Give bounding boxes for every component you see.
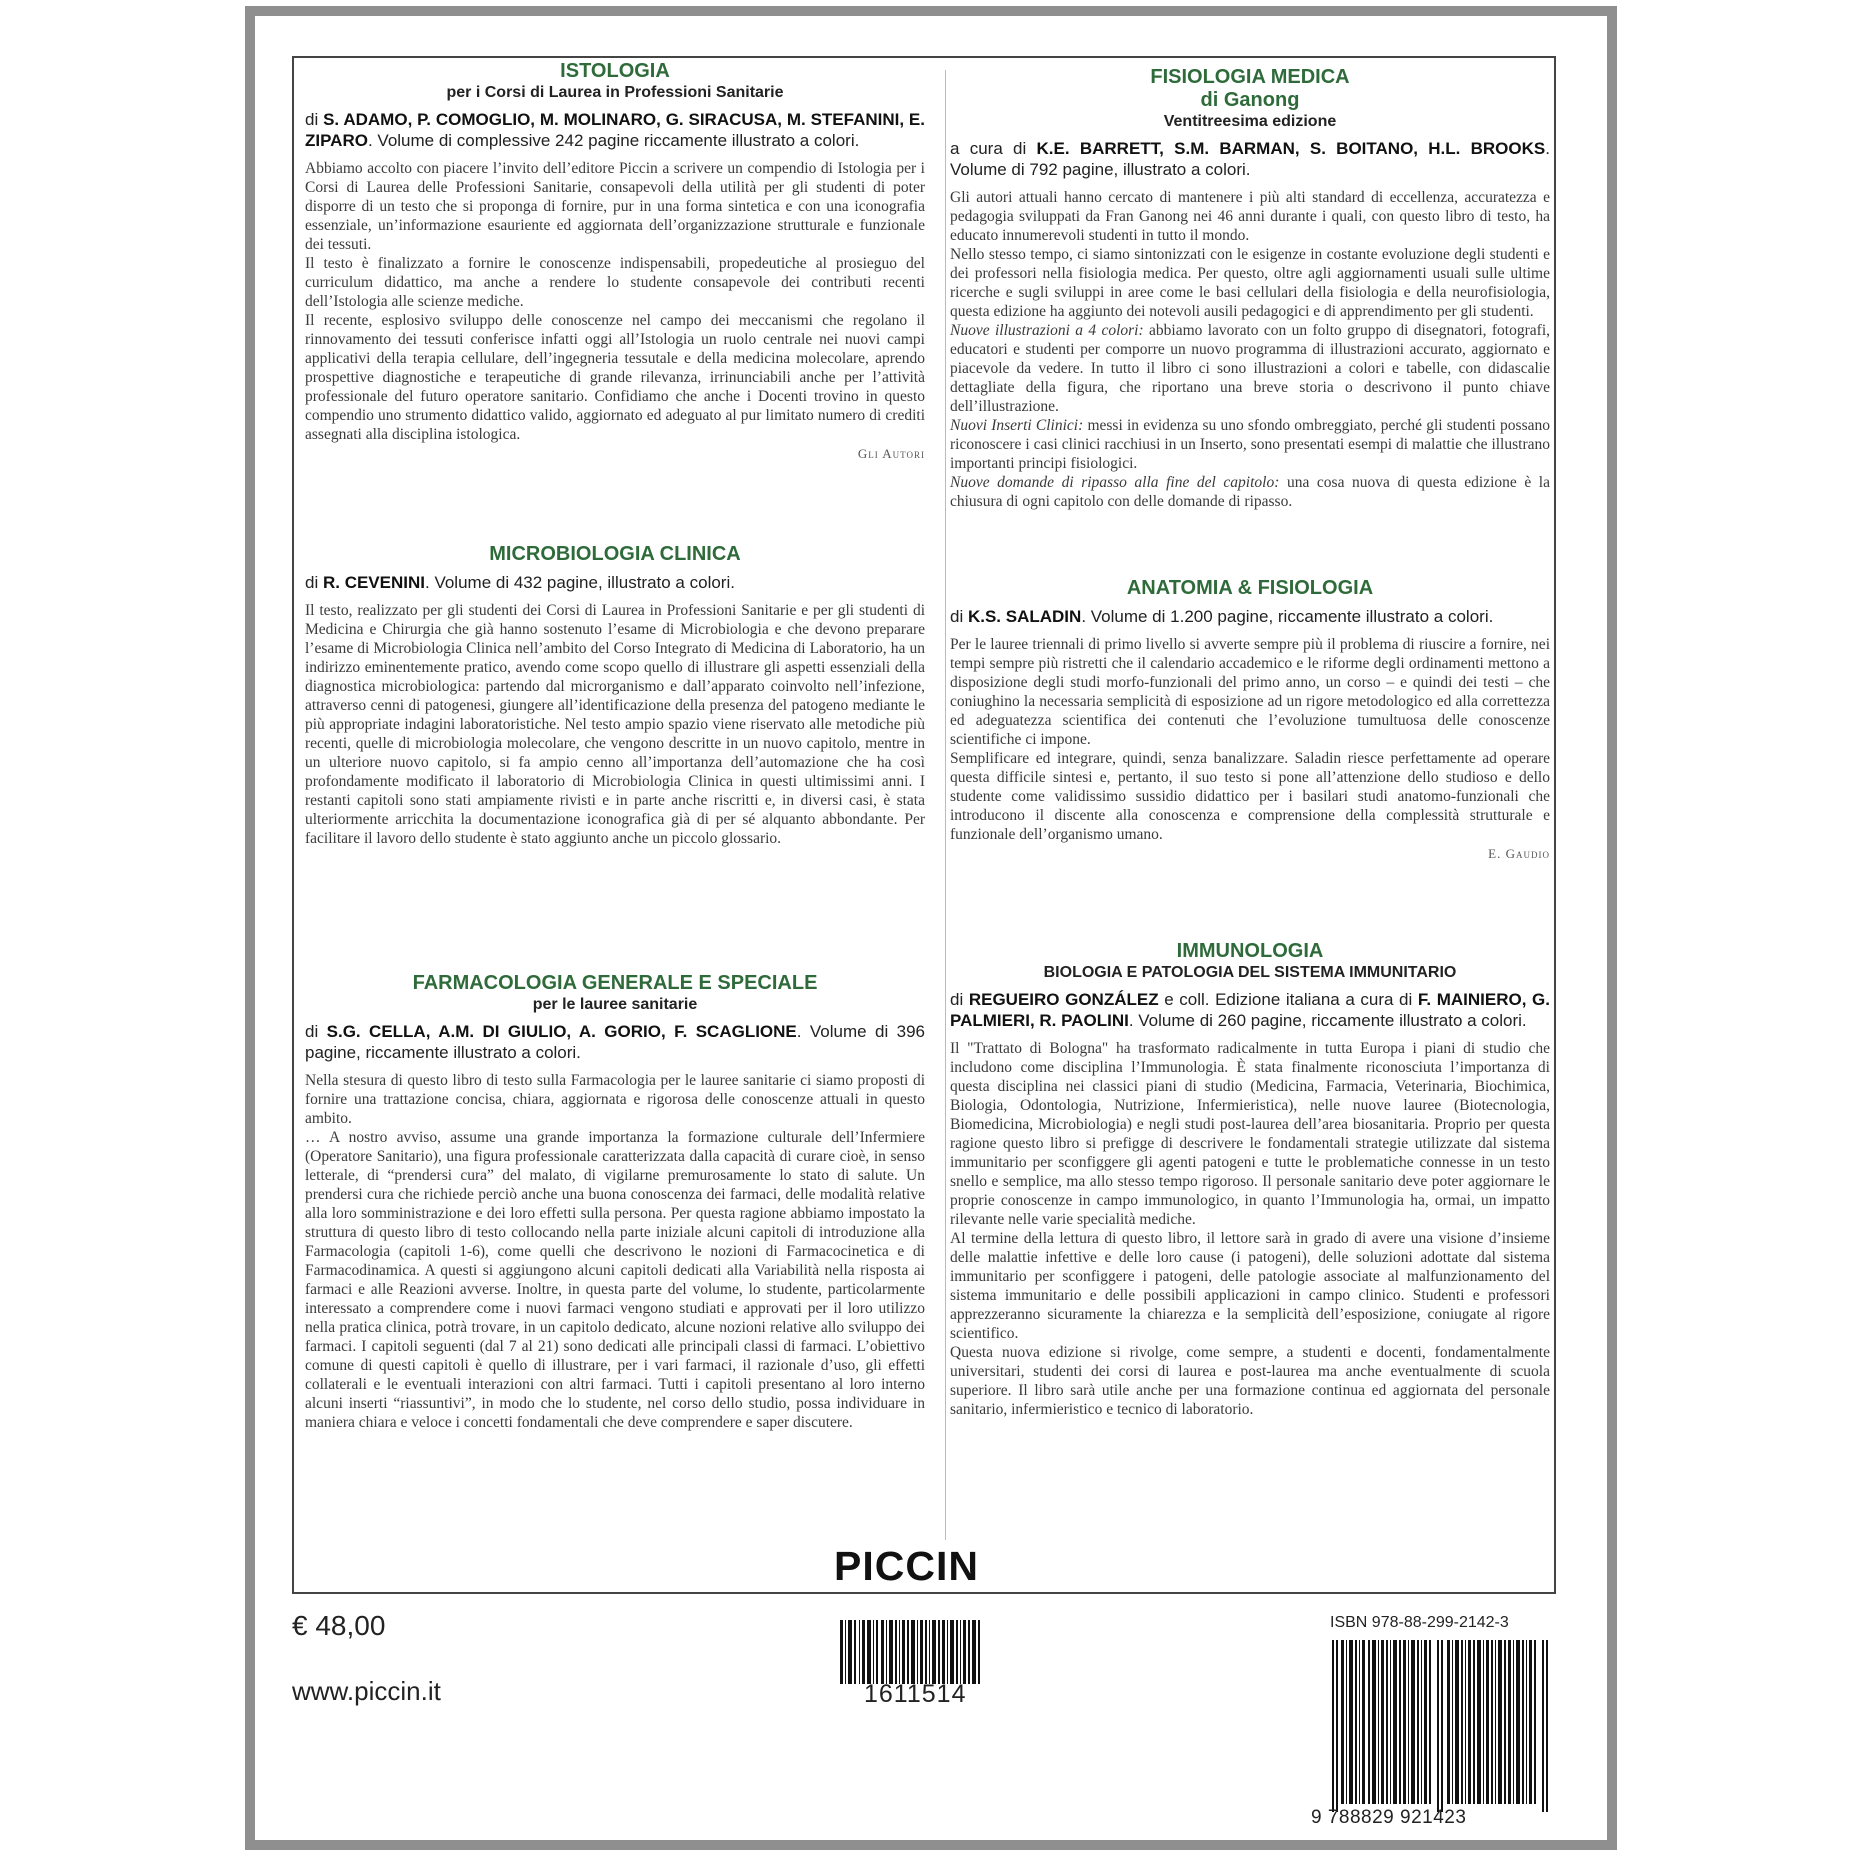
description-paragraph: Al termine della lettura di questo libro, il lettore sarà in grado di avere una visione d’insieme delle malattie infettive e delle loro cause (i patogeni), delle soluzioni adottate dal sistema immunitario per sconfiggere i patogeni, delle patologie associate al malfunzionamento del sistema immunitario e delle possibili applicazioni in campo clinico. Studenti e professori apprezzeranno sicuramente la chiarezza e la semplicità dell’esposizione, coniugate al rigore scientifico.	[950, 1230, 1550, 1342]
description-paragraph: Per le lauree triennali di primo livello si avverte sempre più il problema di riuscire a fornire, nei tempi sempre più ristretti che il calendario accademico e le riforme degli ordinamenti mettono a disposizione degli studi morfo-funzionali del primo anno, un corso – e quindi dei testi – che coniughino la necessaria semplicità di esposizione ad un rigore metodologico ed alla correttezza ed adeguatezza scientifica dei contenuti che l’evoluzione tumultuosa delle conoscenze scientifiche ci impone.	[950, 636, 1550, 748]
internal-barcode	[840, 1620, 980, 1684]
book-authors: R. CEVENINI	[322, 573, 425, 592]
book-byline	[305, 1021, 925, 1063]
book-title: FISIOLOGIA MEDICA	[1150, 66, 1350, 88]
book-anatomia	[950, 577, 1550, 862]
description-paragraph: Nella stesura di questo libro di testo sulla Farmacologia per le lauree sanitarie ci siamo proposti di fornire una trattazione concisa, chiara, aggiornata e rigorosa delle conoscenze attuali in questo ambito.	[305, 1072, 925, 1127]
book-details: . Volume di 792 pagine, illustrato a colori.	[950, 139, 1550, 179]
book-subtitle: per le lauree sanitarie	[532, 996, 698, 1013]
book-description	[950, 1039, 1550, 1419]
book-title: FARMACOLOGIA GENERALE E SPECIALE	[412, 972, 818, 994]
book-byline	[950, 989, 1550, 1031]
book-byline	[950, 138, 1550, 180]
description-paragraph	[950, 416, 1550, 473]
column-divider	[945, 70, 946, 1540]
description-paragraph: Semplificare ed integrare, quindi, senza banalizzare. Saladin riesce perfettamente ad operare questa difficile sintesi e, pertanto, il suo testo si pone all’attenzione dello studioso e dello studente come validissimo sussidio didattico per i basilari studi anatomo-funzionali che introducono il discente alla conoscenza e comprensione della complessità strutturale e funzionale dell’organismo umano.	[950, 750, 1550, 843]
book-details: . Volume di 396 pagine, riccamente illustrato a colori.	[305, 1022, 925, 1062]
book-description	[950, 188, 1550, 511]
book-description	[950, 635, 1550, 844]
book-microbiologia	[305, 543, 925, 848]
book-title: MICROBIOLOGIA CLINICA	[489, 543, 741, 565]
book-fisiologia	[950, 66, 1550, 511]
book-byline	[950, 606, 1550, 627]
book-details: . Volume di 260 pagine, riccamente illustrato a colori.	[1128, 1011, 1527, 1030]
website-url: www.piccin.it	[292, 1676, 441, 1706]
feature-label: Nuovi Inserti Clinici:	[950, 417, 1084, 434]
feature-text: una cosa nuova di questa edizione è la chiusura di ogni capitolo con delle domande di ripasso.	[950, 474, 1550, 510]
description-paragraph: Gli autori attuali hanno cercato di mantenere i più alti standard di eccellenza, accuratezza e pedagogia sviluppati da Fran Ganong nei 46 anni durante i quali, con questo libro di testo, ha educato innumerevoli studenti in tutto il mondo.	[950, 189, 1550, 244]
description-paragraph: Il recente, esplosivo sviluppo delle conoscenze nel campo dei meccanismi che regolano il rinnovamento dei tessuti conferisce infatti oggi all’Istologia un ruolo centrale nei nuovi campi applicativi della terapia cellulare, dell’ingegneria tessutale e della medicina molecolare, aprendo prospettive diagnostiche e terapeutiche di grande rilevanza, irrinunciabili anche per l’attività professionale del futuro operatore sanitario. Confidiamo che anche i Docenti trovino in questo compendio uno strumento didattico valido, aggiornato ed adeguato al pur limitato numero di crediti assegnati alla disciplina istologica.	[305, 312, 925, 443]
by-prefix: di	[950, 607, 968, 626]
book-description	[305, 601, 925, 848]
book-signature: Gli Autori	[857, 446, 925, 461]
book-details: . Volume di 432 pagine, illustrato a colori.	[425, 573, 735, 592]
feature-label: Nuove domande di ripasso alla fine del capitolo:	[950, 474, 1280, 491]
by-prefix: di	[950, 990, 969, 1009]
by-prefix: di	[305, 573, 323, 592]
isbn-barcode-number: 9 788829 921423	[1311, 1807, 1467, 1828]
book-istologia	[305, 60, 925, 462]
by-prefix: a cura di	[950, 139, 1037, 158]
book-details: . Volume di complessive 242 pagine riccamente illustrato a colori.	[367, 131, 860, 150]
book-title: IMMUNOLOGIA	[1176, 940, 1324, 962]
description-paragraph: Abbiamo accolto con piacere l’invito dell’editore Piccin a scrivere un compendio di Istologia per i Corsi di Laurea delle Professioni Sanitarie, consapevoli della utilità per gli studenti di poter disporre di un testo che si proponga di fornire, pur in una forma sintetica e con una iconografia essenziale, un’informazione esauriente ed aggiornata dell’organizzazione strutturale e funzionale dei tessuti.	[305, 160, 925, 253]
book-authors: S. ADAMO, P. COMOGLIO, M. MOLINARO, G. SIRACUSA, M. STEFANINI, E. ZIPARO	[305, 110, 925, 150]
book-farmacologia	[305, 972, 925, 1432]
book-title: ANATOMIA & FISIOLOGIA	[1126, 577, 1374, 599]
internal-barcode-number: 1611514	[864, 1680, 967, 1708]
by-prefix: di	[305, 110, 324, 129]
book-details: . Volume di 1.200 pagine, riccamente illustrato a colori.	[1081, 607, 1494, 626]
book-subtitle: Ventitreesima edizione	[1163, 113, 1337, 130]
book-details-mid: e coll. Edizione italiana a cura di	[1158, 990, 1418, 1009]
book-subtitle: per i Corsi di Laurea in Professioni Sanitarie	[446, 84, 784, 101]
description-paragraph: Questa nuova edizione si rivolge, come sempre, a studenti e docenti, fondamentalmente universitari, studenti dei corsi di laurea e post-laurea ma anche eventualmente di scuola superiore. Il libro sarà utile anche per una formazione continua ed aggiornata del personale sanitario, infermieristico e tecnico di laboratorio.	[950, 1344, 1550, 1418]
description-paragraph: Nello stesso tempo, ci siamo sintonizzati con le esigenze in costante evoluzione degli studenti e dei professori nella fisiologia medica. Per questo, oltre agli aggiornamenti usuali sulle ultime ricerche e sugli sviluppi in aree come le basi cellulari della fisiologia e della neurofisiologia, questa edizione ha aggiunto dei notevoli ausili pedagogici e di apprendimento per gli studenti.	[950, 246, 1550, 320]
book-authors: K.E. BARRETT, S.M. BARMAN, S. BOITANO, H.L. BROOKS	[1036, 139, 1546, 158]
book-title-line2: di Ganong	[1200, 89, 1300, 111]
isbn-label: ISBN 978-88-299-2142-3	[1330, 1614, 1509, 1631]
book-byline	[305, 572, 925, 593]
book-editors: F. MAINIERO, G. PALMIERI, R. PAOLINI	[950, 990, 1550, 1030]
book-immunologia	[950, 940, 1550, 1419]
description-paragraph: Il testo, realizzato per gli studenti dei Corsi di Laurea in Professioni Sanitarie e per gli studenti di Medicina e Chirurgia che già hanno sostenuto l’esame di Microbiologia e che devono preparare l’esame di Microbiologia Clinica nell’ambito del Corso Integrato di Medicina di Laboratorio, ha un indirizzo eminentemente pratico, avendo come scopo quello di illustrare gli aspetti essenziali della diagnostica microbiologica: partendo dal microrganismo e dall’apparato coinvolto nell’infezione, attraverso cenni di patogenesi, giungere all’identificazione della presenza del patogeno mediante le più appropriate indagini laboratoristiche. Nel testo ampio spazio viene riservato alle metodiche più recenti, quelle di microbiologia molecolare, che vengono descritte in un nuovo capitolo, mentre in un ulteriore nuovo capitolo, si fa ampio cenno all’importanza dell’automazione che ha così profondamente modificato il laboratorio di Microbiologia Clinica in questi ultimissimi anni. I restanti capitoli sono stati ampiamente rivisti e in parte anche riscritti e, in diversi casi, è stata ulteriormente arricchita la documentazione iconografica già di per sé alquanto abbondante. Per facilitare il lavoro dello studente è stato aggiunto anche un piccolo glossario.	[305, 602, 925, 847]
description-paragraph: … A nostro avviso, assume una grande importanza la formazione culturale dell’Infermiere (Operatore Sanitario), una figura professionale caratterizzata dalla capacità di curare cioè, in senso letterale, di “prendersi cura” del malato, di vigilarne premurosamente lo stato di salute. Un prendersi cura che richiede perciò anche una buona conoscenza dei farmaci, delle modalità relative alla loro somministrazione e dei loro effetti sulla persona. Per questa ragione abbiamo impostato la struttura di questo libro di testo collocando nella parte iniziale alcuni capitoli di introduzione alla Farmacologia (capitoli 1-6), come quelli che descrivono le nozioni di Farmacocinetica e di Farmacodinamica. A questi si aggiungono alcuni capitoli dedicati alla Variabilità nella risposta ai farmaci e alle Reazioni avverse. Inoltre, in questa parte del volume, lo studente, particolarmente interessato a comprendere come i nuovi farmaci vengono studiati e approvati per il loro utilizzo nella pratica clinica, potrà trovare, in un capitolo dedicato, alcune nozioni relative allo sviluppo dei farmaci. I capitoli seguenti (dal 7 al 21) sono dedicati alle principali classi di farmaci. L’obiettivo comune di questi capitoli è quello di illustrare, per i vari farmaci, il razionale d’uso, gli effetti collaterali e le eventuali interazioni con altri farmaci. Tutti i capitoli presentano al loro interno alcuni inserti “riassuntivi”, in modo che lo studente, nel corso dello studio, possa individuare in maniera chiara e veloce i concetti fondamentali che deve comprendere e saper discutere.	[305, 1129, 925, 1431]
book-description	[305, 159, 925, 444]
book-authors: REGUEIRO GONZÁLEZ	[968, 990, 1159, 1009]
book-authors: S.G. CELLA, A.M. DI GIULIO, A. GORIO, F. SCAGLIONE	[326, 1022, 797, 1041]
isbn-barcode	[1332, 1640, 1552, 1812]
book-byline	[305, 109, 925, 151]
description-paragraph: Il "Trattato di Bologna" ha trasformato radicalmente in tutta Europa i piani di studio che includono come disciplina l’Immunologia. È stata finalmente riconosciuta l’importanza di questa disciplina nei classici piani di studio (Medicina, Farmacia, Veterinaria, Biochimica, Biologia, Odontologia, Nutrizione, Infermieristica), nelle nuove lauree (Biotecnologia, Biomedicina, Microbiologia) e negli studi post-laurea dell’area biosanitaria. Proprio per questa ragione questo libro si prefigge di descrivere le fondamentali strategie utilizzate dal sistema immunitario per sconfiggere gli agenti patogeni e tutte le problematiche connesse in un testo snello e semplice, ma allo stesso tempo rigoroso. Il personale sanitario deve poter aggiornare le proprie conoscenze in campo immunologico, in quanto l’Immunologia ha, ormai, un impatto rilevante nelle varie specialità mediche.	[950, 1040, 1550, 1228]
price: € 48,00	[292, 1610, 386, 1641]
book-authors: K.S. SALADIN	[967, 607, 1082, 626]
book-description	[305, 1071, 925, 1432]
book-signature: E. Gaudio	[1488, 846, 1550, 861]
description-paragraph: Il testo è finalizzato a fornire le conoscenze indispensabili, propedeutiche al prosieguo del curriculum didattico, ma anche a rendere lo studente consapevole dei contributi recenti dell’Istologia alle scienze mediche.	[305, 255, 925, 310]
feature-text: messi in evidenza su uno sfondo ombreggiato, perché gli studenti possano riconoscere i casi clinici racchiusi in un Inserto, sono presentati esempi di malattie che illustrano importanti principi fisiologici.	[950, 417, 1550, 472]
by-prefix: di	[305, 1022, 327, 1041]
description-paragraph	[950, 321, 1550, 416]
book-title: ISTOLOGIA	[560, 60, 670, 82]
feature-label: Nuove illustrazioni a 4 colori:	[950, 322, 1144, 339]
feature-text: abbiamo lavorato con un folto gruppo di disegnatori, fotografi, educatori e studenti per comporre un nuovo programma di illustrazioni accurato, aggiornato e piacevole da vedere. In tutto il libro ci sono illustrazioni a colori e tabelle, con didascalie dettagliate della figura, che riportano una breve storia o descrivono il punto chiave dell’illustrazione.	[950, 322, 1550, 415]
description-paragraph	[950, 473, 1550, 511]
book-subtitle: BIOLOGIA E PATOLOGIA DEL SISTEMA IMMUNITARIO	[1043, 964, 1457, 981]
publisher-logo: PICCIN	[834, 1543, 979, 1589]
